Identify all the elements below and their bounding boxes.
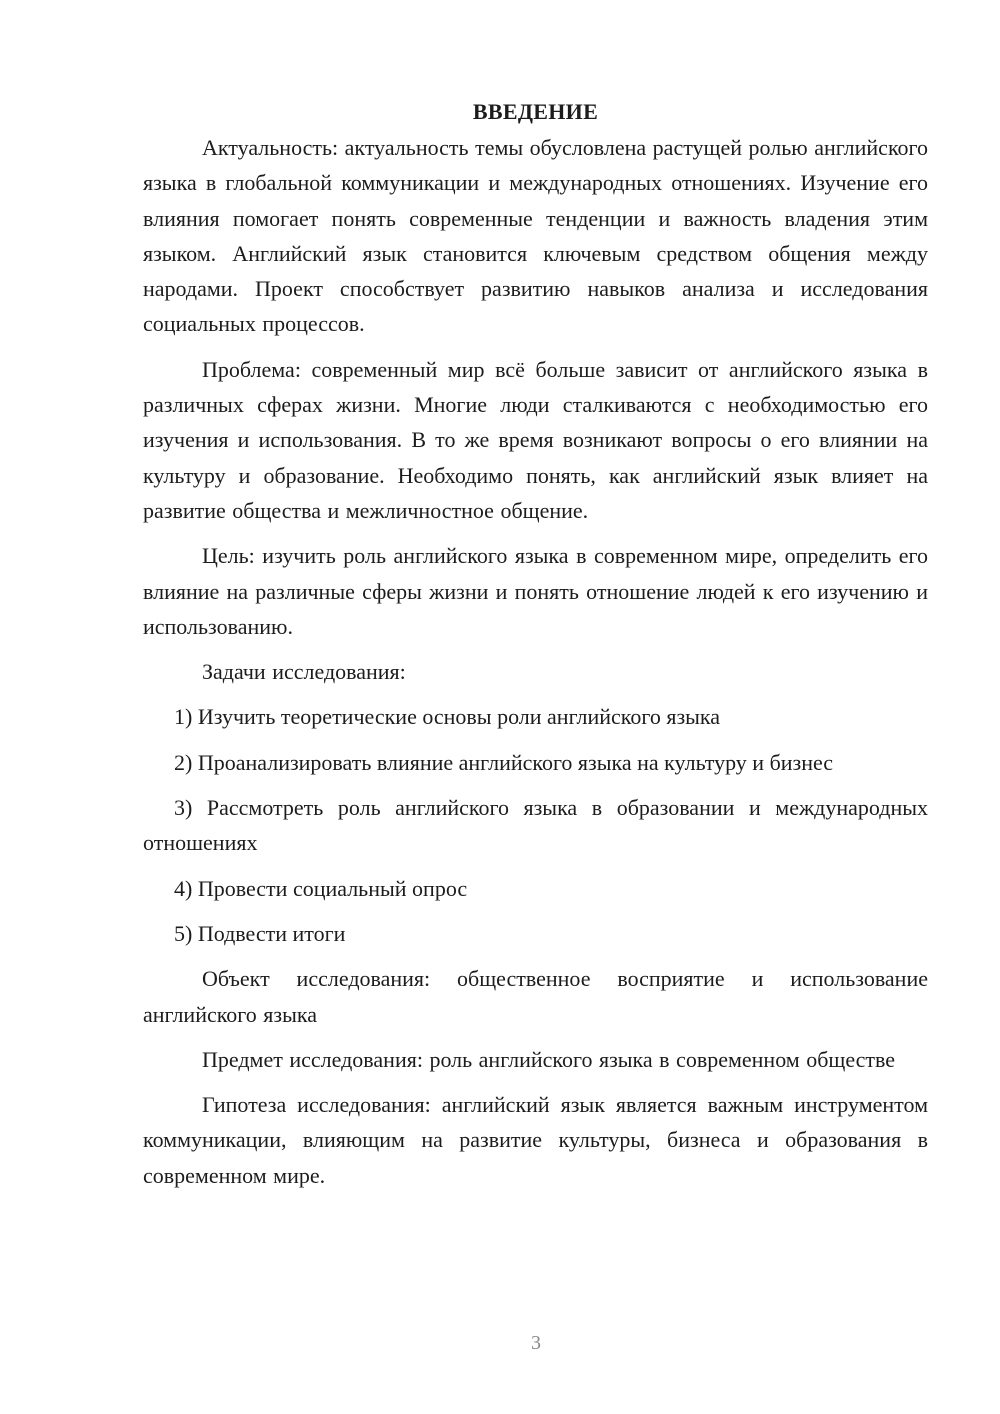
page-number: 3 bbox=[531, 1332, 541, 1354]
task-item-4: 4) Провести социальный опрос bbox=[174, 875, 468, 901]
tasks-title: Задачи исследования: bbox=[202, 659, 406, 685]
task-item-3: 3) Рассмотреть роль английского языка в образовании и международных отношениях bbox=[143, 795, 928, 856]
task-item-2: 2) Проанализировать влияние английского языка на культуру и бизнес bbox=[174, 749, 834, 775]
section-heading: ВВЕДЕНИЕ bbox=[472, 99, 599, 124]
task-item-5: 5) Подвести итоги bbox=[174, 920, 346, 946]
page-content bbox=[143, 94, 928, 1203]
problem-paragraph: Проблема: современный мир всё больше зависит от английского языка в различных сферах жизни. Многие люди сталкиваются с необходимостью его изучения и использования. В то же время возникают вопросы о его влиянии на культуру и образование. Необходимо понять, как английский язык влияет на развитие общества и межличностное общение. bbox=[143, 356, 928, 523]
goal-paragraph: Цель: изучить роль английского языка в современном мире, определить его влияние на различные сферы жизни и понять отношение людей к его изучению и использованию. bbox=[143, 543, 928, 639]
hypothesis-paragraph: Гипотеза исследования: английский язык является важным инструментом коммуникации, влияющим на развитие культуры, бизнеса и образования в современном мире. bbox=[143, 1092, 928, 1188]
subject-paragraph: Предмет исследования: роль английского языка в современном обществе bbox=[202, 1046, 896, 1072]
task-item-1: 1) Изучить теоретические основы роли английского языка bbox=[174, 704, 721, 730]
relevance-paragraph: Актуальность: актуальность темы обусловлена растущей ролью английского языка в глобальной коммуникации и международных отношениях. Изучение его влияния помогает понять современные тенденции и важность владения этим языком. Английский язык становится ключевым средством общения между народами. Проект способствует развитию навыков анализа и исследования социальных процессов. bbox=[143, 135, 928, 337]
object-paragraph: Объект исследования: общественное восприятие и использование английского языка bbox=[143, 966, 928, 1027]
